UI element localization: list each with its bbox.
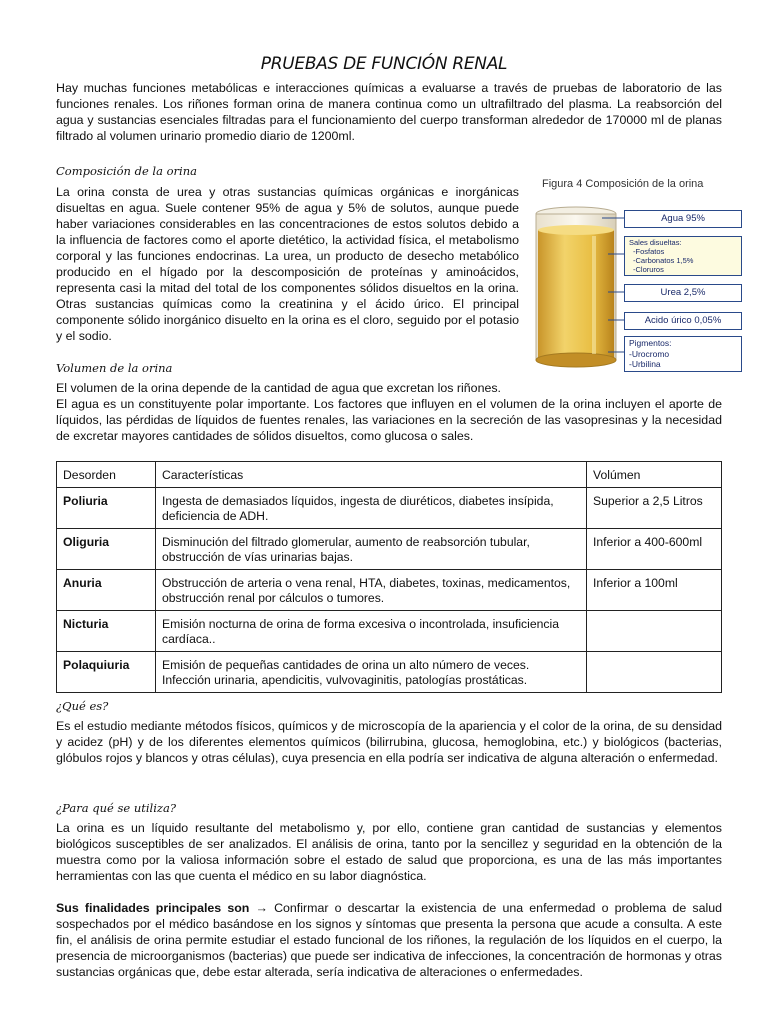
cell-caracteristicas: Ingesta de demasiados líquidos, ingesta de diuréticos, diabetes insípida, deficiencia de ADH.: [156, 488, 587, 529]
cell-desorden: Oliguria: [57, 529, 156, 570]
table-row: [57, 529, 722, 570]
table-row: [57, 652, 722, 693]
cell-desorden: Polaquiuria: [57, 652, 156, 693]
cell-volumen: Inferior a 400-600ml: [587, 529, 722, 570]
table-row: [57, 611, 722, 652]
header-desorden: Desorden: [57, 462, 156, 488]
que-es-heading: ¿Qué es?: [56, 699, 109, 713]
table-header-row: [57, 462, 722, 488]
label-urea: Urea 2,5%: [624, 284, 742, 302]
page-title: PRUEBAS DE FUNCIÓN RENAL: [260, 54, 508, 74]
label-pigmentos: Pigmentos: -Urocromo -Urbilina: [624, 336, 742, 372]
cell-caracteristicas: Emisión de pequeñas cantidades de orina un alto número de veces. Infección urinaria, apendicitis, vulvovaginitis, patologías prostáticas.: [156, 652, 587, 693]
finalidades-bold-lead: Sus finalidades principales son: [56, 901, 250, 915]
label-sales: Sales disueltas: -Fosfatos -Carbonatos 1,5% -Cloruros: [624, 236, 742, 276]
figure-composicion: [528, 174, 748, 374]
cell-caracteristicas: Emisión nocturna de orina de forma excesiva o incontrolada, insuficiencia cardíaca..: [156, 611, 587, 652]
para-que-heading: ¿Para qué se utiliza?: [56, 801, 176, 815]
cell-desorden: Poliuria: [57, 488, 156, 529]
figure-title: Figura 4 Composición de la orina: [542, 178, 704, 190]
label-agua: Agua 95%: [624, 210, 742, 228]
cell-volumen: Inferior a 100ml: [587, 570, 722, 611]
composicion-paragraph: La orina consta de urea y otras sustancias químicas orgánicas e inorgánicas disueltas en agua. Suele contener 95% de agua y 5% de solutos, aunque puede haber variaciones considerables en las concentraciones de estos solutos debido a la influencia de factores como el aporte dietético, la actividad física, el metabolismo corporal y las funciones endocrinas. La urea, un producto de desecho metabólico producido en el hígado por la descomposición de proteínas y aminoácidos, representa casi la mitad del total de los componentes sólidos disueltos en la orina. Otras sustancias químicas como la creatinina y el ácido úrico. El principal componente sólido inorgánico disuelto en la orina es el cloro, seguido por el potasio y el sodio.: [56, 185, 519, 343]
cell-volumen: Superior a 2,5 Litros: [587, 488, 722, 529]
finalidades-body: → Confirmar o descartar la existencia de una enfermedad o problema de salud sospechados por el médico basándose en los signos y síntomas que presenta la persona que acude a consulta. A este fin, el análisis de orina permite estudiar el estado funcional de los riñones, la regulación de los líquidos en el cuerpo, la presencia de microorganismos (bacterias) que puede ser indicativa de infecciones, la concentración de hormonas y otras sustancias orgánicas que, debe estar alterada, sería indicativa de alteraciones o enfermedades.: [56, 901, 722, 979]
header-caracteristicas: Características: [156, 462, 587, 488]
cell-volumen: [587, 611, 722, 652]
table-row: [57, 488, 722, 529]
composicion-heading: Composición de la orina: [56, 164, 197, 178]
header-volumen: Volúmen: [587, 462, 722, 488]
cell-caracteristicas: Obstrucción de arteria o vena renal, HTA, diabetes, toxinas, medicamentos, obstrucción renal por cálculos o tumores.: [156, 570, 587, 611]
cell-desorden: Anuria: [57, 570, 156, 611]
volumen-first-line: El volumen de la orina depende de la cantidad de agua que excretan los riñones.: [56, 381, 501, 395]
que-es-paragraph: Es el estudio mediante métodos físicos, químicos y de microscopía de la apariencia y el color de la orina, de su densidad y acidez (pH) y de los diferentes elementos químicos (bilirrubina, glucosa, hemoglobina, etc.) y biológicos (bacterias, glóbulos rojos y blancos y otras células), cuya presencia en ella podría ser indicativa de alguna alteración o enfermedad.: [56, 719, 722, 765]
table-row: [57, 570, 722, 611]
desorden-table: [56, 461, 722, 693]
cell-caracteristicas: Disminución del filtrado glomerular, aumento de reabsorción tubular, obstrucción de vías urinarias bajas.: [156, 529, 587, 570]
intro-paragraph: Hay muchas funciones metabólicas e interacciones químicas a evaluarse a través de pruebas de laboratorio de las funciones renales. Los riñones forman orina de manera continua como un ultrafiltrado del plasma. La reabsorción del agua y sustancias esenciales filtradas para el funcionamiento del cuerpo transforman alrededor de 170000 ml de planas filtrado al volumen urinario promedio diario de 1200ml.: [56, 81, 722, 143]
cell-desorden: Nicturia: [57, 611, 156, 652]
volumen-paragraph: El agua es un constituyente polar importante. Los factores que influyen en el volumen de la orina incluyen el aporte de líquidos, las pérdidas de líquidos de fuentes renales, las variaciones en la secreción de las vasopresinas y la necesidad de excretar mayores cantidades de sólidos disueltos, como glucosa o sales.: [56, 397, 722, 443]
para-que-paragraph: La orina es un líquido resultante del metabolismo y, por ello, contiene gran cantidad de sustancias y elementos biológicos susceptibles de ser analizados. El análisis de orina, tanto por la sencillez y seguridad en la obtención de la muestra como por la valiosa información sobre el estado de salud que proporciona, es una de las más importantes herramientas con las que cuenta el médico en su labor diagnóstica.: [56, 821, 722, 883]
finalidades-paragraph: [56, 900, 722, 980]
cell-volumen: [587, 652, 722, 693]
volumen-heading: Volumen de la orina: [56, 361, 173, 375]
label-acido-urico: Acido úrico 0,05%: [624, 312, 742, 330]
